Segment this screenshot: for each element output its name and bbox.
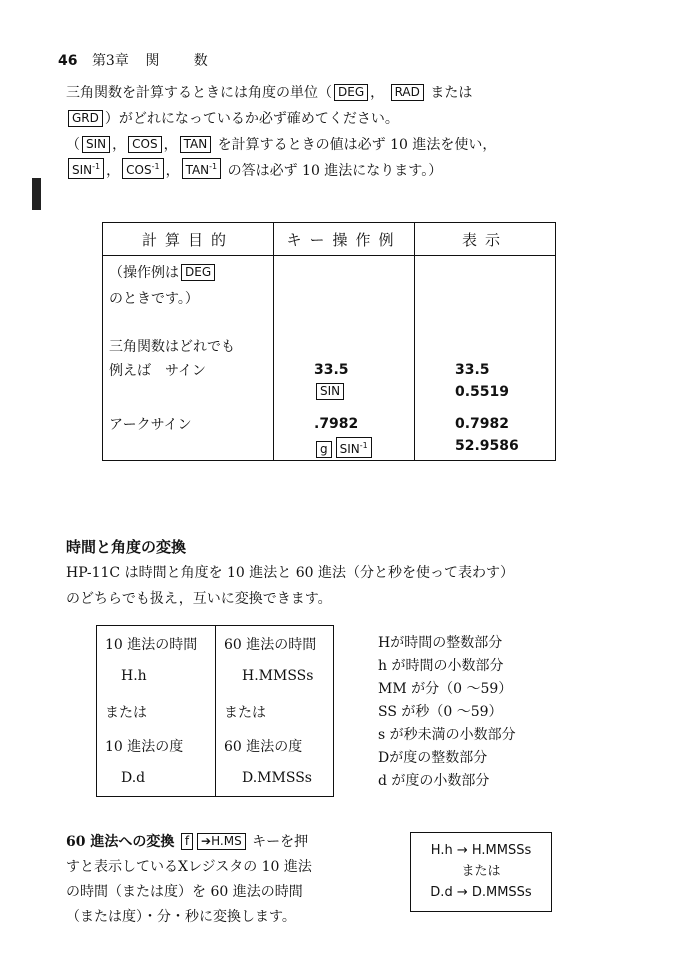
intro-text: または (430, 85, 473, 101)
inverse-mark: -1 (92, 162, 101, 171)
trig-example-table (102, 222, 556, 461)
key-value: .7982 (314, 416, 359, 432)
grd-key: GRD (68, 110, 103, 127)
time-format-table (96, 625, 334, 797)
sin-key: SIN (82, 136, 110, 153)
cell-text: 三角関数はどれでも (109, 339, 235, 355)
sep: ， (163, 137, 178, 153)
definition-item: Dが度の整数部分 (378, 750, 488, 766)
display-value: 0.7982 (455, 416, 510, 432)
cell-text: または (224, 705, 266, 721)
cos-key: COS (128, 136, 161, 153)
cell-text: 例えば サイン (109, 363, 207, 379)
key-label: COS (126, 163, 152, 177)
intro-text: 三角関数を計算するときには角度の単位（ (66, 85, 332, 101)
definition-item: s が秒未満の小数部分 (378, 727, 516, 743)
chapter-title-2: 数 (193, 53, 208, 69)
display-value: 33.5 (455, 362, 490, 378)
sin-key: SIN (316, 383, 344, 400)
sexagesimal-column (216, 626, 334, 797)
key-value: 33.5 (314, 362, 349, 378)
definition-item: h が時間の小数部分 (378, 658, 504, 674)
arcsin-key (336, 437, 372, 458)
arctan-key (182, 158, 222, 179)
sep: ， (106, 163, 121, 179)
section-text: HP-11C は時間と角度を 10 進法と 60 進法（分と秒を使って表わす） (66, 565, 514, 581)
g-key: g (316, 441, 332, 458)
cell-text: のときです。） (109, 291, 199, 307)
intro-text: ， (370, 85, 385, 101)
chapter-title-1: 関 (145, 53, 160, 69)
intro-text: ）がどれになっているか必ず確めてください。 (104, 111, 399, 127)
cell-text: 10 進法の時間 (105, 637, 198, 653)
deg-key: DEG (181, 264, 215, 281)
box-line: または (461, 864, 501, 879)
body-text: の時間（または度）を 60 進法の時間 (66, 884, 303, 900)
inverse-mark: -1 (359, 441, 368, 450)
key-label: TAN (185, 163, 210, 177)
cell-text: D.MMSSs (242, 770, 312, 786)
cell-text: H.MMSSs (242, 668, 314, 684)
page-number: 46 (58, 53, 78, 69)
cell-text: （操作例は (109, 265, 179, 281)
purpose-cell (103, 256, 273, 460)
keys-cell (274, 256, 414, 460)
box-line: D.d → D.MMSSs (430, 885, 532, 900)
sep: ， (165, 163, 180, 179)
col-header-purpose: 計算目的 (103, 223, 274, 256)
rad-key: RAD (391, 84, 424, 101)
chapter-label: 第3章 (91, 53, 129, 69)
arccos-key (122, 158, 163, 179)
cell-text: H.h (121, 668, 147, 684)
conversion-paragraph (66, 830, 312, 930)
display-value: 52.9586 (455, 438, 519, 454)
body-text: すと表示しているXレジスタの 10 進法 (66, 859, 312, 875)
section-title: 時間と角度の変換 (66, 538, 187, 556)
conversion-summary-box (410, 832, 552, 912)
definition-item: MM が分（0 〜59） (378, 681, 513, 697)
side-tab-marker (32, 178, 41, 210)
deg-key: DEG (334, 84, 368, 101)
inverse-mark: -1 (209, 162, 218, 171)
sep: ， (112, 137, 127, 153)
key-label: SIN (339, 442, 360, 456)
col-header-display: 表示 (415, 223, 556, 256)
box-line: H.h → H.MMSSs (430, 843, 532, 858)
decimal-column (97, 626, 216, 797)
conversion-title: 60 進法への変換 (66, 834, 175, 850)
cell-text: 60 進法の時間 (224, 637, 317, 653)
section-paragraph (66, 560, 514, 612)
section-text: のどちらでも扱え，互いに変換できます。 (66, 591, 332, 607)
f-key: f (181, 833, 193, 850)
cell-text: D.d (121, 770, 146, 786)
format-definitions (378, 632, 516, 793)
body-text: キーを押 (252, 834, 309, 850)
cell-text: アークサイン (109, 417, 192, 433)
page-header (58, 50, 208, 70)
intro-paragraph (66, 80, 496, 184)
intro-text: の答は必ず 10 進法になります。） (227, 163, 443, 179)
display-value: 0.5519 (455, 384, 510, 400)
intro-text: （ (66, 137, 80, 153)
cell-text: 60 進法の度 (224, 739, 303, 755)
key-label: SIN (72, 163, 93, 177)
body-text: （または度）・分・秒に変換します。 (66, 909, 296, 925)
definition-item: d が度の小数部分 (378, 773, 490, 789)
col-header-keys: キー操作例 (274, 223, 415, 256)
display-cell (415, 256, 555, 460)
tan-key: TAN (180, 136, 212, 153)
to-hms-key: ➔H.MS (197, 833, 246, 850)
intro-text: を計算するときの値は必ず 10 進法を使い， (217, 137, 497, 153)
definition-item: Hが時間の整数部分 (378, 635, 503, 651)
cell-text: 10 進法の度 (105, 739, 184, 755)
inverse-mark: -1 (151, 162, 160, 171)
arcsin-key (68, 158, 104, 179)
cell-text: または (105, 705, 147, 721)
definition-item: SS が秒（0 〜59） (378, 704, 503, 720)
